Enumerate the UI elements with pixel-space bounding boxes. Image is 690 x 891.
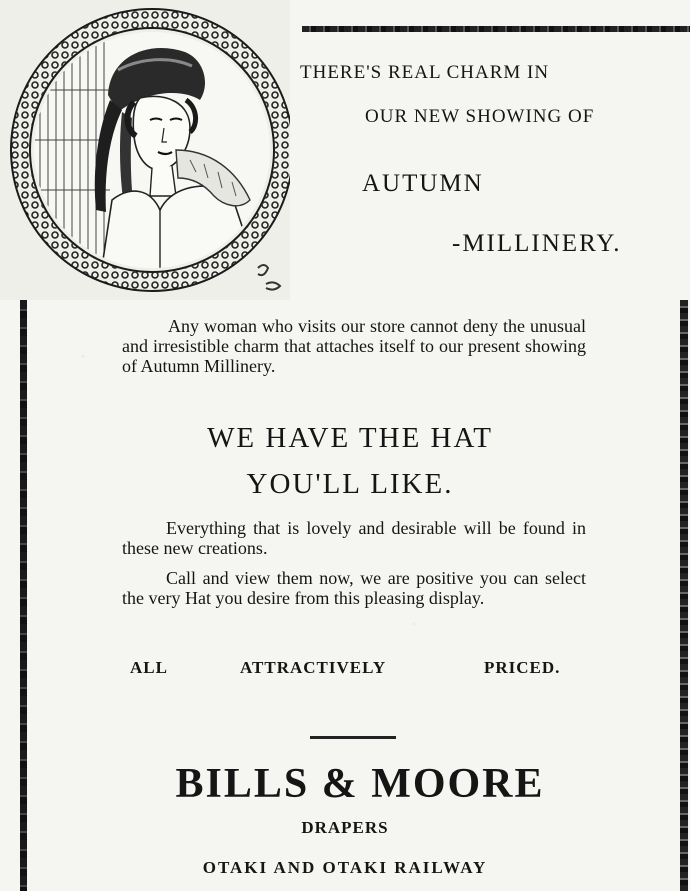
headline-line-2: OUR NEW SHOWING OF [365,106,595,127]
priced-word-priced: PRICED. [484,658,561,677]
firm-name: BILLS & MOORE [175,761,545,807]
slogan-line-2: YOU'LL LIKE. [246,468,454,500]
right-border-rule [680,300,688,891]
intro-paragraph: Any woman who visits our store cannot deny the unusual and irresistible charm that attaches itself to our present showing of Autumn Millinery. [122,316,586,376]
headline-millinery: -MILLINERY. [452,230,622,257]
top-border-rule [302,26,690,32]
slogan-line-1: WE HAVE THE HAT [207,422,493,454]
divider-rule [310,736,396,739]
left-border-rule [20,300,27,891]
headline-autumn: AUTUMN [362,170,484,197]
call-and-view-paragraph: Call and view them now, we are positive you can select the very Hat you desire from this pleasing display. [122,568,586,608]
woman-portrait-illustration [0,0,290,300]
priced-word-attractively: ATTRACTIVELY [240,658,387,677]
firm-trade: DRAPERS [301,818,389,837]
creations-paragraph: Everything that is lovely and desirable will be found in these new creations. [122,518,586,558]
headline-line-1: THERE'S REAL CHARM IN [300,62,550,83]
priced-word-all: ALL [130,658,168,677]
firm-address: OTAKI AND OTAKI RAILWAY [202,858,488,877]
